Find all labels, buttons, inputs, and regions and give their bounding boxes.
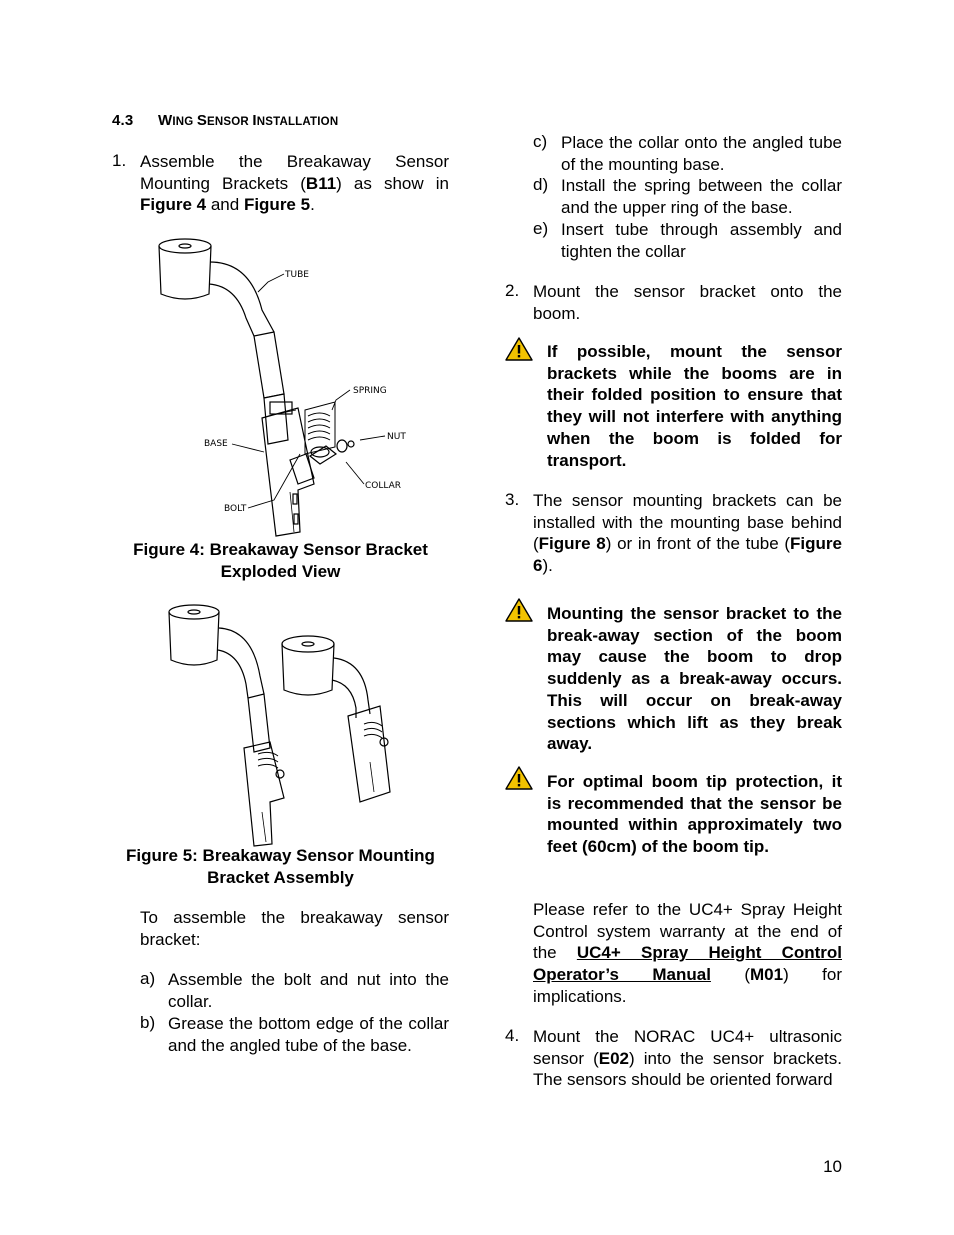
warning-icon bbox=[504, 765, 534, 791]
assemble-intro: To assemble the breakaway sensor bracket: bbox=[140, 908, 449, 949]
label-bolt: BOLT bbox=[224, 504, 247, 514]
substep-marker: c) bbox=[533, 132, 548, 151]
warning-boom-tip-protection: For optimal boom tip protection, it is recommended that the sensor be mounted within approximately two feet (60cm) of the boom tip. bbox=[547, 772, 842, 857]
warning-icon bbox=[504, 336, 534, 362]
label-spring: SPRING bbox=[353, 386, 387, 396]
substep-text: Grease the bottom edge of the collar and the angled tube of the base. bbox=[168, 1014, 449, 1055]
substep-marker: a) bbox=[140, 969, 156, 988]
substep-marker: e) bbox=[533, 219, 549, 238]
figure-5-assembly bbox=[160, 602, 400, 847]
operators-manual-link[interactable]: UC4+ Spray Height Control Operator’s Manual bbox=[533, 943, 843, 985]
section-number: 4.3 bbox=[112, 112, 134, 129]
step-4-marker: 4. bbox=[505, 1026, 520, 1045]
substep-text: Place the collar onto the angled tube of the mounting base. bbox=[561, 133, 842, 174]
figure-6-reference: Figure 6 bbox=[533, 534, 842, 576]
label-base: BASE bbox=[204, 439, 228, 449]
figure-5-caption: Figure 5: Breakaway Sensor Mounting Bracket Assembly bbox=[126, 846, 435, 887]
figure-4-exploded-view bbox=[150, 232, 420, 537]
step-3-marker: 3. bbox=[505, 490, 520, 509]
substep-text: Insert tube through assembly and tighten the collar bbox=[561, 220, 842, 261]
step-2-marker: 2. bbox=[505, 281, 520, 300]
figure-4-caption: Figure 4: Breakaway Sensor Bracket Exploded View bbox=[133, 540, 428, 581]
figure-8-reference: Figure 8 bbox=[538, 534, 606, 554]
section-title: WING SENSOR INSTALLATION bbox=[158, 112, 339, 129]
substep-marker: d) bbox=[533, 175, 549, 194]
label-tube: TUBE bbox=[285, 270, 309, 280]
label-collar: COLLAR bbox=[365, 481, 402, 491]
substep-text: Assemble the bolt and nut into the collar. bbox=[168, 970, 449, 1011]
substep-text: Install the spring between the collar and the upper ring of the base. bbox=[561, 176, 842, 217]
warning-icon bbox=[504, 597, 534, 623]
step-4-text: Mount the NORAC UC4+ ultrasonic sensor (E02) into the sensor brackets. The sensors should be oriented forward bbox=[533, 1027, 842, 1090]
step-1-text: Assemble the Breakaway Sensor Mounting Brackets (B11) as show in Figure 4 and Figure 5. bbox=[140, 152, 449, 215]
step-2-text: Mount the sensor bracket onto the boom. bbox=[533, 282, 842, 323]
warranty-paragraph: Please refer to the UC4+ Spray Height Control system warranty at the end of the UC4+ Spray Height Control Operator’s Manual (M01) for implications. bbox=[533, 900, 843, 1006]
page-number: 10 bbox=[823, 1157, 842, 1176]
substep-marker: b) bbox=[140, 1013, 156, 1032]
figure-4-reference: Figure 4 bbox=[140, 195, 207, 215]
section-heading bbox=[112, 112, 338, 129]
figure-5-reference: Figure 5 bbox=[243, 195, 311, 215]
label-nut: NUT bbox=[387, 432, 406, 442]
step-3-text: The sensor mounting brackets can be installed with the mounting base behind (Figure 8) or in front of the tube (Figure 6). bbox=[533, 491, 842, 576]
warning-folded-position: If possible, mount the sensor brackets while the booms are in their folded position to ensure that they will not interfere with anything when the boom is folded for transport. bbox=[547, 342, 842, 470]
warning-break-away-section: Mounting the sensor bracket to the break-away section of the boom may cause the boom to drop suddenly as a break-away occurs. This will occur on break-away sections which lift as they break away. bbox=[547, 604, 842, 754]
step-1-marker: 1. bbox=[112, 151, 127, 170]
